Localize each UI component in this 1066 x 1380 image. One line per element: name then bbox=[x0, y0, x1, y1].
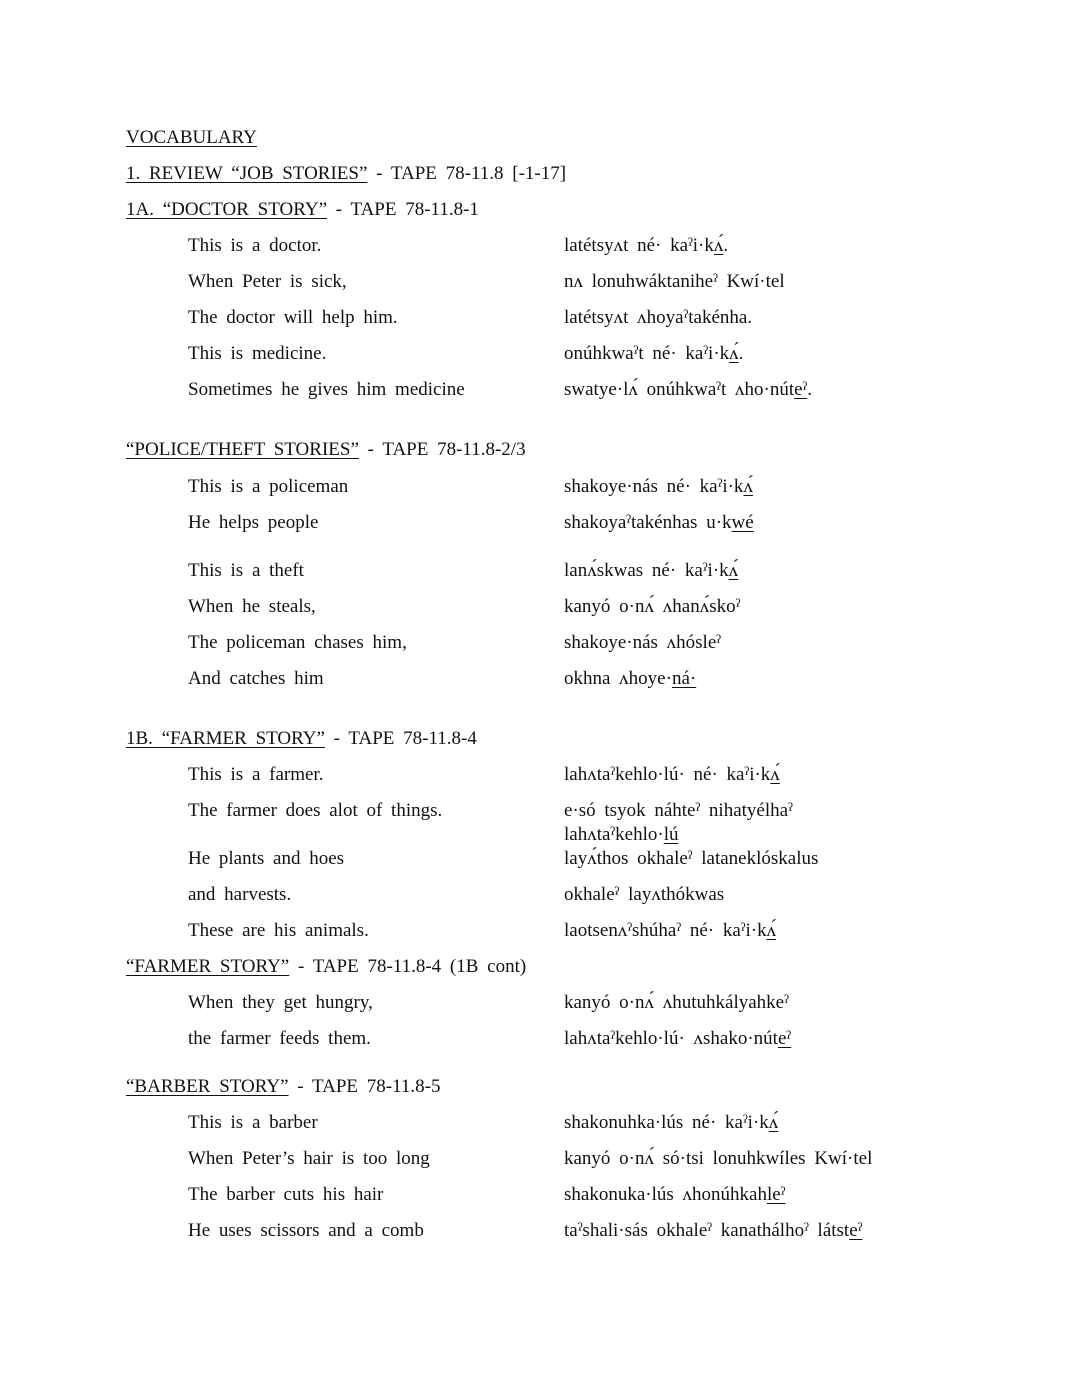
mohawk-translation: taˀshali·sás okhaleˀ kanathálhoˀ látsteˀ bbox=[564, 1220, 863, 1241]
section-title: “POLICE/THEFT STORIES” bbox=[126, 439, 359, 460]
underlined-ending: leˀ bbox=[766, 1184, 786, 1205]
english-phrase: The policeman chases him, bbox=[188, 632, 407, 653]
mohawk-translation: nʌ lonuhwáktaniheˀ Kwí·tel bbox=[564, 271, 785, 292]
underlined-ending: ʌ́ bbox=[729, 343, 739, 364]
english-phrase: And catches him bbox=[188, 668, 324, 689]
section-title: “BARBER STORY” bbox=[126, 1076, 289, 1097]
section-tape: - TAPE 78-11.8-1 bbox=[327, 199, 479, 220]
english-phrase: the farmer feeds them. bbox=[188, 1028, 371, 1049]
mohawk-translation: layʌ́thos okhaleˀ lataneklóskalus bbox=[564, 848, 819, 869]
english-phrase: and harvests. bbox=[188, 884, 292, 905]
underlined-ending: ʌ́ bbox=[768, 1112, 779, 1133]
mohawk-translation: shakonuhka·lús né· kaˀi·kʌ́ bbox=[564, 1112, 779, 1133]
review-line bbox=[126, 163, 566, 185]
underlined-ending: eˀ bbox=[849, 1220, 863, 1241]
mohawk-translation: swatye·lʌ́ onúhkwaˀt ʌho·núteˀ. bbox=[564, 379, 813, 400]
english-phrase: This is medicine. bbox=[188, 343, 327, 364]
english-phrase: The farmer does alot of things. bbox=[188, 800, 443, 821]
english-phrase: This is a farmer. bbox=[188, 764, 324, 785]
english-phrase: The doctor will help him. bbox=[188, 307, 398, 328]
english-phrase: These are his animals. bbox=[188, 920, 369, 941]
english-phrase: When Peter is sick, bbox=[188, 271, 347, 292]
english-phrase: He plants and hoes bbox=[188, 848, 345, 869]
section-heading bbox=[126, 1076, 440, 1098]
english-phrase: This is a theft bbox=[188, 560, 304, 581]
underlined-ending: ʌ́ bbox=[713, 235, 724, 256]
section-tape: - TAPE 78-11.8-4 (1B cont) bbox=[289, 956, 527, 977]
review-tape: - TAPE 78-11.8 [-1-17] bbox=[367, 163, 567, 184]
english-phrase: He helps people bbox=[188, 512, 319, 533]
mohawk-translation: latétsyʌt ʌhoyaˀtakénha. bbox=[564, 307, 753, 328]
review-link: 1. REVIEW “JOB STORIES” bbox=[126, 163, 368, 184]
section-heading bbox=[126, 956, 526, 978]
underlined-ending: ná· bbox=[671, 668, 697, 689]
english-phrase: He uses scissors and a comb bbox=[188, 1220, 424, 1241]
section-heading bbox=[126, 439, 526, 461]
mohawk-translation: lahʌtaˀkehlo·lú· né· kaˀi·kʌ́ bbox=[564, 764, 780, 785]
english-phrase: When they get hungry, bbox=[188, 992, 373, 1013]
mohawk-translation: lahʌtaˀkehlo·lú bbox=[564, 824, 679, 845]
mohawk-translation: okhaleˀ layʌthókwas bbox=[564, 884, 725, 905]
mohawk-translation: kanyó o·nʌ́ ʌhanʌ́skoˀ bbox=[564, 596, 741, 617]
mohawk-translation: latétsyʌt né· kaˀi·kʌ́. bbox=[564, 235, 729, 256]
mohawk-translation: lahʌtaˀkehlo·lú· ʌshako·núteˀ bbox=[564, 1028, 792, 1049]
mohawk-translation: lanʌ́skwas né· kaˀi·kʌ́ bbox=[564, 560, 739, 581]
english-phrase: This is a policeman bbox=[188, 476, 349, 497]
section-heading bbox=[126, 199, 479, 221]
english-phrase: The barber cuts his hair bbox=[188, 1184, 384, 1205]
mohawk-translation: onúhkwaˀt né· kaˀi·kʌ́. bbox=[564, 343, 744, 364]
underlined-ending: ʌ́ bbox=[770, 764, 780, 785]
underlined-ending: eˀ bbox=[794, 379, 808, 400]
mohawk-translation: laotsenʌˀshúhaˀ né· kaˀi·kʌ́ bbox=[564, 920, 777, 941]
mohawk-translation: shakoyaˀtakénhas u·kwé bbox=[564, 512, 754, 533]
vocabulary-title: VOCABULARY bbox=[126, 127, 257, 148]
mohawk-translation: kanyó o·nʌ́ só·tsi lonuhkwíles Kwí·tel bbox=[564, 1148, 873, 1169]
underlined-ending: eˀ bbox=[777, 1028, 792, 1049]
mohawk-translation: kanyó o·nʌ́ ʌhutuhkályahkeˀ bbox=[564, 992, 789, 1013]
section-title: “FARMER STORY” bbox=[126, 956, 290, 977]
english-phrase: When he steals, bbox=[188, 596, 316, 617]
underlined-ending: ʌ́ bbox=[728, 560, 739, 581]
underlined-ending: ʌ́ bbox=[766, 920, 777, 941]
underlined-ending: ʌ́ bbox=[743, 476, 753, 497]
english-phrase: When Peter’s hair is too long bbox=[188, 1148, 430, 1169]
underlined-ending: lú bbox=[663, 824, 679, 845]
underlined-ending: wé bbox=[731, 512, 754, 533]
section-title: 1A. “DOCTOR STORY” bbox=[126, 199, 328, 220]
section-tape: - TAPE 78-11.8-4 bbox=[324, 728, 477, 749]
section-tape: - TAPE 78-11.8-5 bbox=[288, 1076, 441, 1097]
mohawk-translation: shakoye·nás ʌhósleˀ bbox=[564, 632, 721, 653]
mohawk-translation: shakonuka·lús ʌhonúhkahleˀ bbox=[564, 1184, 786, 1205]
english-phrase: This is a doctor. bbox=[188, 235, 322, 256]
mohawk-translation: okhna ʌhoye·ná· bbox=[564, 668, 697, 689]
mohawk-translation: shakoye·nás né· kaˀi·kʌ́ bbox=[564, 476, 753, 497]
english-phrase: Sometimes he gives him medicine bbox=[188, 379, 465, 400]
section-title: 1B. “FARMER STORY” bbox=[126, 728, 325, 749]
section-tape: - TAPE 78-11.8-2/3 bbox=[358, 439, 526, 460]
mohawk-translation: e·só tsyok náhteˀ nihatyélhaˀ bbox=[564, 800, 793, 821]
section-heading bbox=[126, 728, 477, 750]
english-phrase: This is a barber bbox=[188, 1112, 318, 1133]
